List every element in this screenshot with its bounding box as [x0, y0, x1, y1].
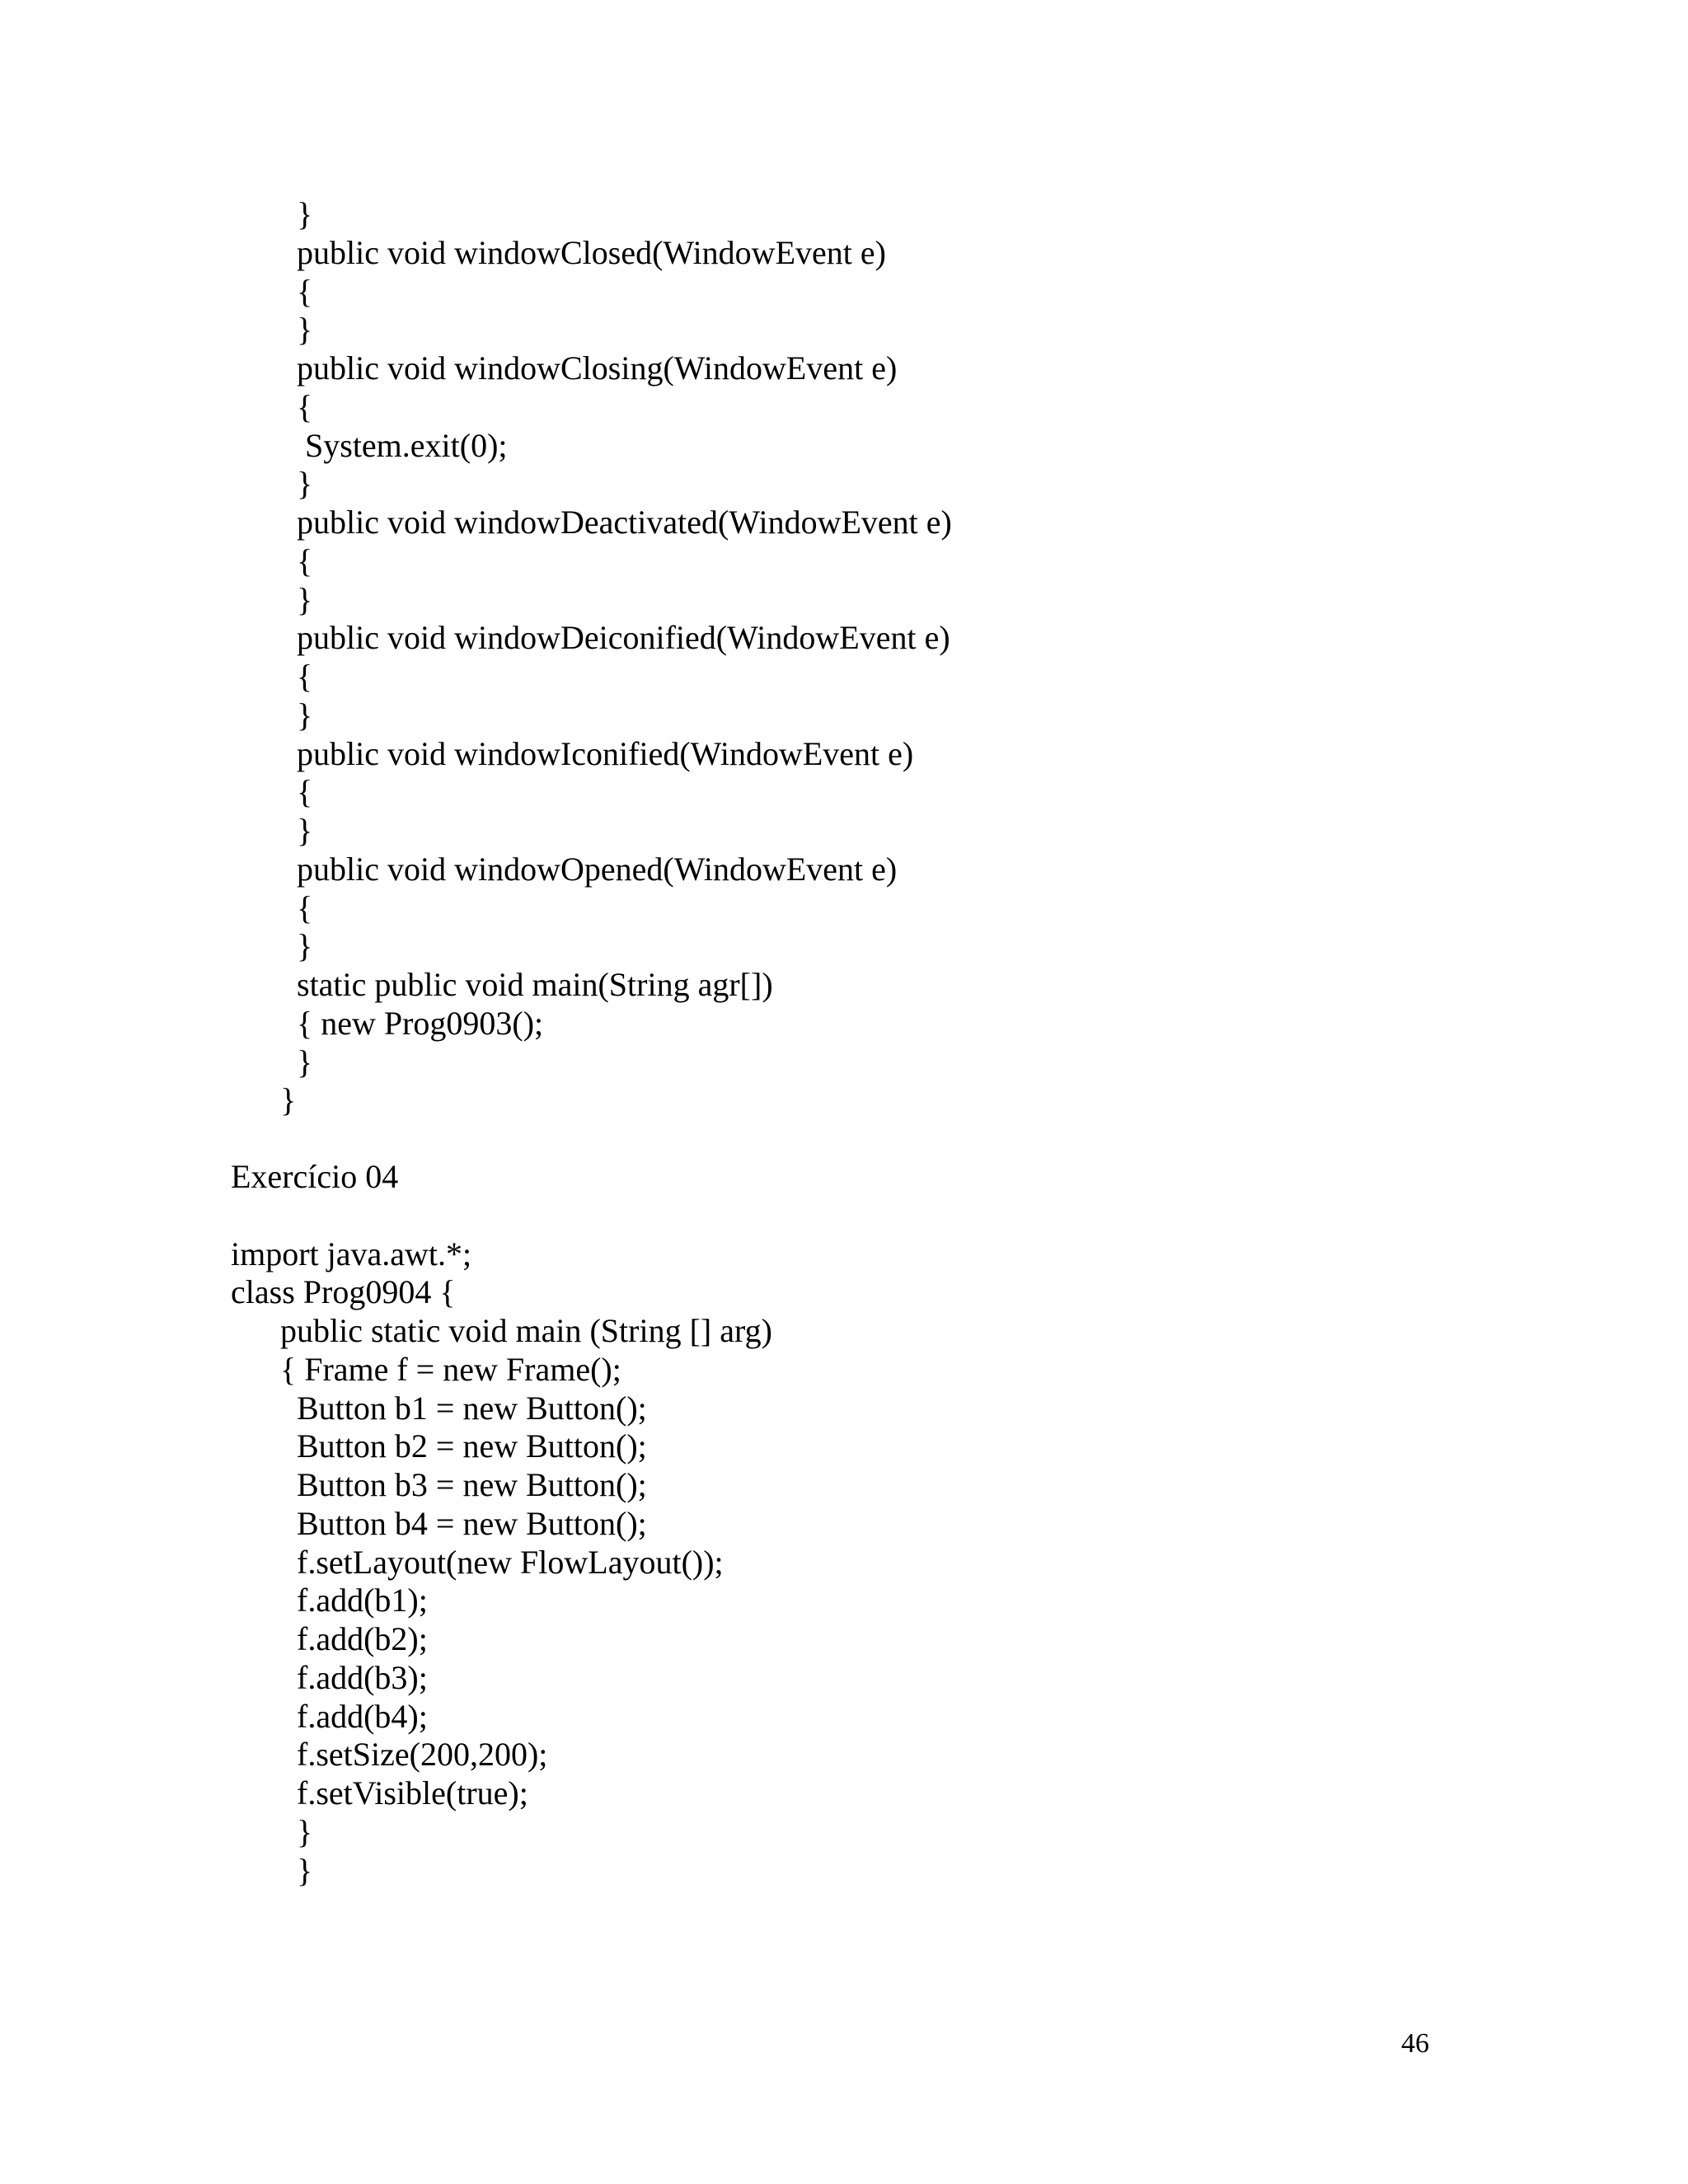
code-line: class Prog0904 {: [231, 1273, 456, 1310]
code-line: {: [297, 773, 313, 810]
code-line: }: [297, 581, 313, 618]
code-line: }: [297, 195, 313, 232]
code-line: {: [297, 388, 313, 425]
code-line: import java.awt.*;: [231, 1235, 472, 1272]
code-line: {: [297, 658, 313, 695]
code-line: }: [297, 696, 313, 733]
code-line: Button b1 = new Button();: [297, 1390, 647, 1427]
code-line: public void windowIconified(WindowEvent e): [297, 735, 914, 772]
code-line: System.exit(0);: [297, 427, 508, 464]
code-line: f.add(b1);: [297, 1582, 428, 1619]
code-line: f.add(b3);: [297, 1659, 428, 1696]
code-line: }: [280, 1081, 297, 1118]
code-line: }: [297, 1852, 313, 1889]
exercise-heading: Exercício 04: [231, 1158, 399, 1195]
code-line: f.setSize(200,200);: [297, 1736, 548, 1773]
code-line: f.setVisible(true);: [297, 1774, 528, 1811]
code-line: }: [297, 1813, 313, 1850]
code-line: public void windowClosed(WindowEvent e): [297, 234, 886, 271]
code-line: { Frame f = new Frame();: [280, 1351, 621, 1388]
code-line: { new Prog0903();: [297, 1005, 544, 1042]
code-line: f.add(b2);: [297, 1620, 428, 1657]
code-line: {: [297, 889, 313, 926]
code-line: Button b3 = new Button();: [297, 1466, 647, 1503]
code-line: static public void main(String agr[]): [297, 966, 773, 1003]
code-line: }: [297, 1043, 313, 1080]
code-line: public void windowDeactivated(WindowEvent e): [297, 504, 952, 541]
code-line: }: [297, 927, 313, 964]
code-line: }: [297, 465, 313, 502]
page-number: 46: [1401, 2028, 1429, 2059]
code-line: Button b2 = new Button();: [297, 1427, 647, 1465]
code-line: public void windowOpened(WindowEvent e): [297, 851, 898, 888]
code-line: public void windowDeiconified(WindowEvent e): [297, 619, 950, 656]
code-line: f.setLayout(new FlowLayout());: [297, 1544, 724, 1581]
code-line: Button b4 = new Button();: [297, 1505, 647, 1542]
code-line: }: [297, 812, 313, 849]
code-line: public void windowClosing(WindowEvent e): [297, 349, 898, 387]
code-line: f.add(b4);: [297, 1698, 428, 1735]
code-line: public static void main (String [] arg): [280, 1312, 772, 1349]
code-line: }: [297, 311, 313, 348]
code-line: {: [297, 273, 313, 310]
code-line: {: [297, 542, 313, 579]
